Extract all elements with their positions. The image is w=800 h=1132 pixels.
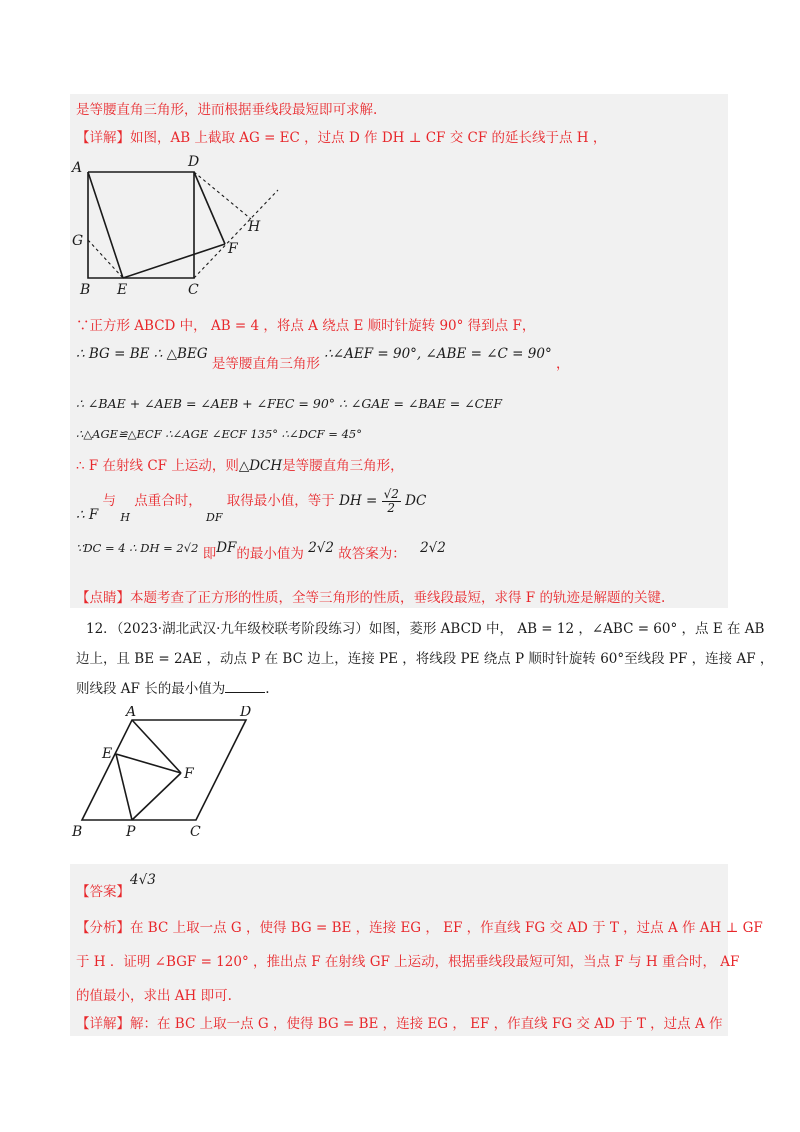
segment-ge bbox=[88, 240, 123, 278]
proof-line-7g: 2√2 bbox=[420, 540, 446, 556]
proof-line-6c: H bbox=[120, 511, 130, 524]
fraction-denominator: 2 bbox=[387, 501, 396, 515]
segment-ef bbox=[123, 244, 225, 278]
segment-df bbox=[194, 172, 225, 244]
square-outline bbox=[88, 172, 194, 278]
segment-pe bbox=[116, 754, 132, 820]
detail-text-2: 解：在 BC 上取一点 G ，使得 BG = BE ，连接 EG ， EF ，作直线 FG 交 AD 于 T ，过点 A 作 bbox=[130, 1016, 723, 1032]
proof-line-1-text: ∵正方形 ABCD 中， AB = 4 ，将点 A 绕点 E 顺时针旋转 90° 得到点 F， bbox=[76, 318, 536, 334]
label-c: C bbox=[190, 824, 201, 840]
proof-line-3: ∴ ∠BAE + ∠AEB = ∠AEB + ∠FEC = 90° ∴ ∠GAE = ∠BAE = ∠CEF bbox=[76, 396, 503, 411]
proof-line-4: ∴△AGE≌△ECF ∴∠AGE ∠ECF 135° ∴∠DCF = 45° bbox=[76, 427, 362, 441]
answer-line bbox=[76, 872, 156, 902]
detail-tag-2: 【详解】 bbox=[76, 1016, 130, 1032]
proof-line-2b: 是等腰直角三角形 bbox=[211, 356, 320, 372]
proof-line-6f: 取得最小值，等于 bbox=[226, 493, 335, 509]
proof-line-7e: 2√2 bbox=[308, 540, 334, 556]
proof-line-5c: 是等腰直角三角形， bbox=[282, 458, 404, 474]
answer-value: 4√3 bbox=[130, 872, 156, 888]
question-line-3-end: . bbox=[265, 681, 270, 697]
solution-block-2 bbox=[70, 864, 728, 1036]
figure-rhombus bbox=[68, 706, 268, 842]
intro-line: 是等腰直角三角形，进而根据垂线段最短即可求解. bbox=[76, 102, 378, 118]
label-g: G bbox=[72, 233, 84, 249]
proof-line-2c: ∴∠AEF = 90°, ∠ABE = ∠C = 90° bbox=[324, 346, 552, 362]
comment-tag: 【点睛】 bbox=[76, 590, 130, 606]
question-line-2: 边上，且 BE = 2AE ，动点 P 在 BC 边上，连接 PE ，将线段 PE 绕点 P 顺时针旋转 60°至线段 PF ，连接 AF ， bbox=[76, 651, 774, 667]
label-f: F bbox=[184, 766, 194, 782]
label-b: B bbox=[72, 824, 83, 840]
rhombus-outline bbox=[82, 720, 246, 820]
detail-tag: 【详解】 bbox=[76, 130, 130, 146]
segment-pf bbox=[132, 773, 181, 820]
question-line-1: 12．（2023·湖北武汉·九年级校联考阶段练习）如图，菱形 ABCD 中， AB = 12 ，∠ABC = 60° ，点 E 在 AB bbox=[86, 621, 765, 637]
proof-line-2a: ∴ BG = BE ∴ △BEG bbox=[76, 346, 208, 362]
label-d: D bbox=[188, 154, 200, 170]
proof-line-6b: 与 bbox=[102, 493, 117, 509]
proof-line-7d: 的最小值为 bbox=[236, 546, 304, 562]
label-b: B bbox=[80, 282, 91, 297]
fraction-numerator: √2 bbox=[383, 487, 399, 501]
proof-line-7 bbox=[76, 538, 446, 562]
proof-line-7f: 故答案为： bbox=[338, 546, 406, 562]
proof-line-2d: ， bbox=[556, 356, 570, 372]
label-p: P bbox=[126, 824, 136, 840]
segment-ae bbox=[88, 172, 123, 278]
analysis-text-1: 在 BC 上取一点 G ，使得 BG = BE ，连接 EG ， EF ，作直线 FG 交 AD 于 T ，过点 A 作 AH ⊥ GF bbox=[130, 920, 763, 936]
label-e: E bbox=[102, 746, 113, 762]
label-a: A bbox=[126, 706, 137, 720]
answer-blank bbox=[225, 680, 265, 693]
label-e: E bbox=[117, 282, 128, 297]
proof-line-6g: DH = bbox=[339, 493, 378, 509]
fraction-sqrt2-over-2 bbox=[382, 488, 401, 515]
analysis-line-2: 于 H ．证明 ∠BGF = 120° ，推出点 F 在射线 GF 上运动，根据垂线段最短可知，当点 F 与 H 重合时， AF bbox=[76, 954, 740, 970]
label-c: C bbox=[188, 282, 199, 297]
proof-line-7c: DF bbox=[216, 540, 237, 556]
label-a: A bbox=[72, 160, 83, 176]
label-f: F bbox=[228, 241, 238, 257]
analysis-tag: 【分析】 bbox=[76, 920, 130, 936]
proof-line-6a: ∴ F bbox=[76, 507, 99, 523]
proof-line-5 bbox=[76, 456, 404, 476]
question-line-3 bbox=[76, 679, 270, 699]
proof-line-5b: △DCH bbox=[238, 458, 283, 474]
proof-line-2 bbox=[76, 344, 570, 372]
analysis-line-1 bbox=[76, 918, 763, 938]
segment-dh bbox=[194, 172, 251, 219]
detail-line bbox=[76, 128, 606, 148]
answer-tag: 【答案】 bbox=[76, 884, 130, 900]
proof-line-6h: DC bbox=[405, 493, 427, 509]
label-d: D bbox=[240, 706, 252, 720]
proof-line-6e: DF bbox=[206, 511, 223, 524]
comment-text: 本题考查了正方形的性质，全等三角形的性质，垂线段最短，求得 F 的轨迹是解题的关键. bbox=[130, 590, 666, 606]
analysis-line-3: 的值最小，求出 AH 即可. bbox=[76, 988, 232, 1004]
detail-text: 如图，AB 上截取 AG = EC ，过点 D 作 DH ⊥ CF 交 CF 的延长线于点 H ， bbox=[130, 130, 607, 146]
figure-square bbox=[70, 152, 300, 297]
label-h: H bbox=[248, 219, 261, 235]
question-line-3-text: 则线段 AF 长的最小值为 bbox=[76, 681, 226, 697]
proof-line-1 bbox=[76, 316, 535, 336]
proof-line-7a: ∵DC = 4 ∴ DH = 2√2 bbox=[76, 541, 199, 555]
proof-line-6 bbox=[76, 488, 426, 528]
proof-line-7b: 即 bbox=[202, 546, 217, 562]
proof-line-6d: 点重合时， bbox=[134, 493, 202, 509]
comment-line bbox=[76, 588, 665, 608]
proof-line-5a: ∴ F 在射线 CF 上运动，则 bbox=[76, 458, 239, 474]
detail-line-2 bbox=[76, 1014, 723, 1034]
